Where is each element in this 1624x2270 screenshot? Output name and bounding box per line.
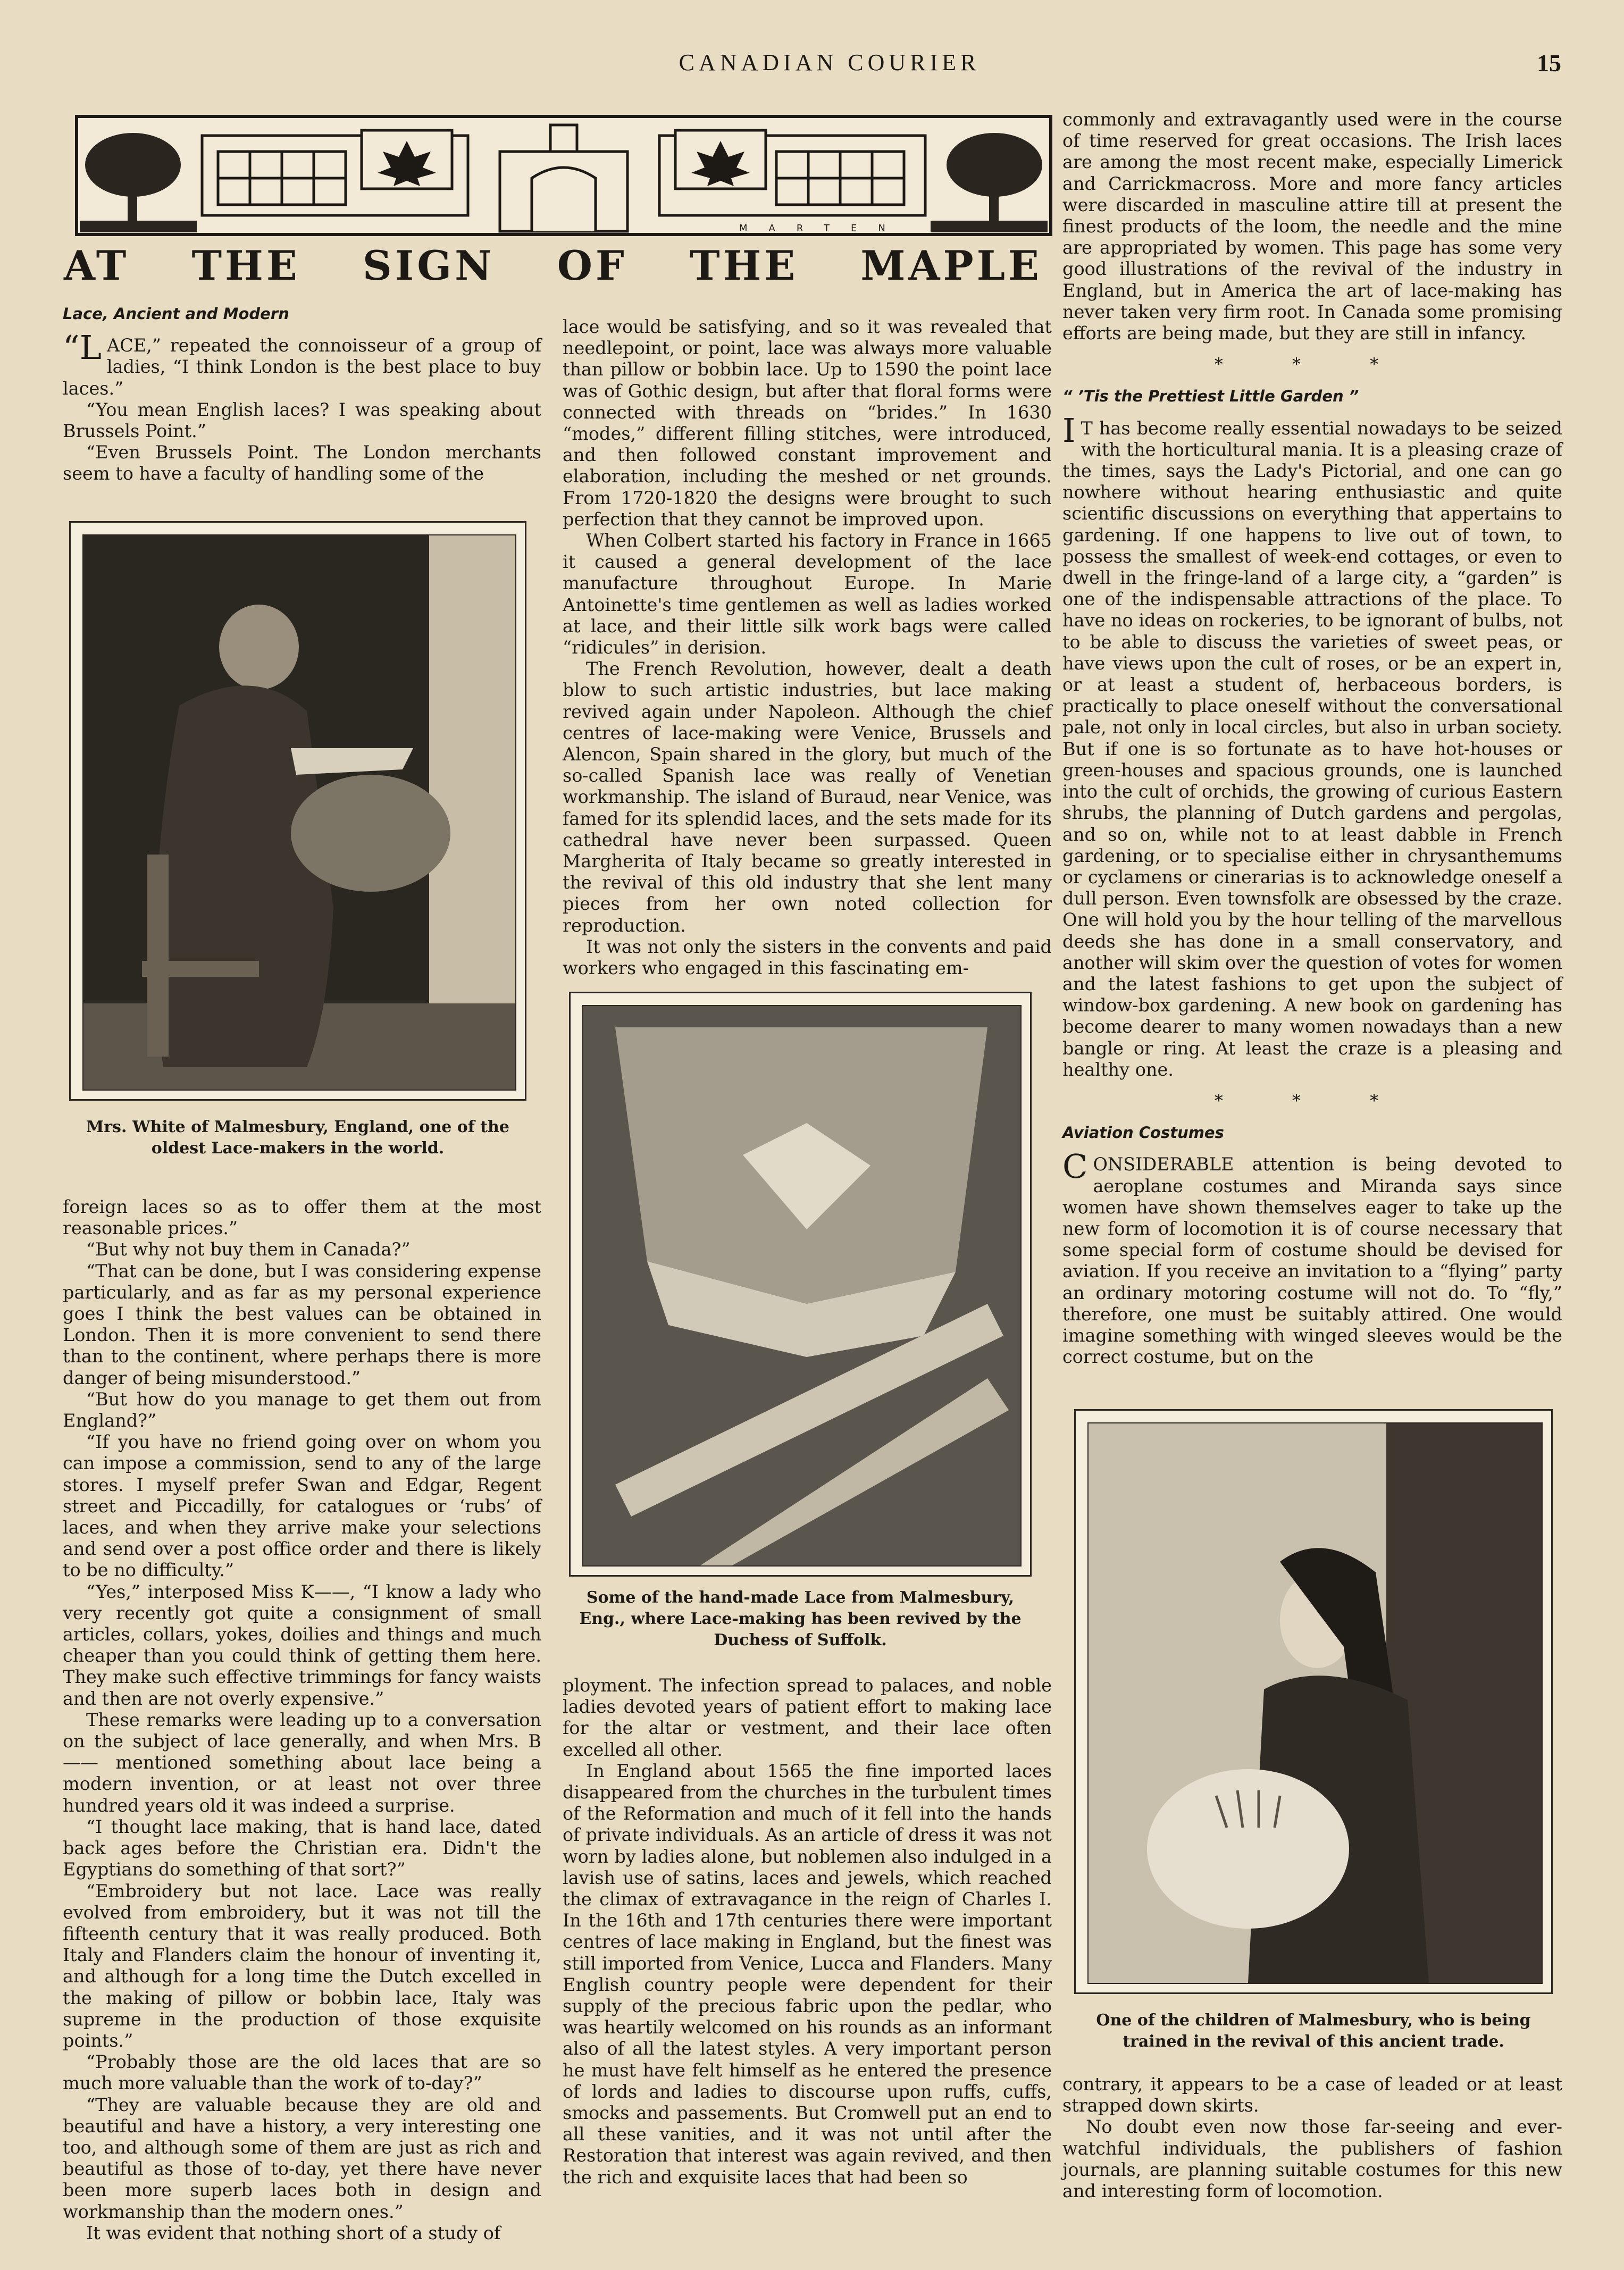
lace-maker-photo-image	[83, 535, 515, 1090]
paragraph-text: These remarks were leading up to a conversation on the subject of lace generally, and when Mrs. B—— mentioned something about lace being a modern invention, or at least not over three hundred years old it was indeed a surprise.	[63, 1709, 541, 1816]
paragraph-text: ACE,” repeated the connoisseur of a group of ladies, “I think London is the best place to buy laces.”	[63, 335, 541, 399]
photo-child-lace-maker	[1074, 1409, 1553, 1994]
paragraph	[63, 1881, 541, 2052]
paragraph-text: “I thought lace making, that is hand lace, dated back ages before the Christian era. Didn't the Egyptians do something of that sort?”	[63, 1816, 541, 1880]
column-1-top	[63, 303, 541, 485]
title-word: THE	[689, 242, 799, 289]
column-2-top	[563, 316, 1052, 979]
paragraph-text: T has become really essential nowadays to be seized with the horticultural mania. It is a pleasing craze of the times, says the Lady's Pictorial, and one can go nowhere without hearing enthusiastic and quite scientific discussions on everything that appertains to gardening. If one happens to live out of town, to possess the smallest of week-end cottages, or even to dwell in the fringe-land of a large city, a “garden” is one of the indispensable attractions of the place. To have no ideas on rockeries, to be ignorant of bulbs, not to be able to discuss the varieties of sweet peas, or have views upon the cult of roses, or be an expert in, or at least a student of, herbaceous borders, is practically to place oneself without the conversational pale, not only in local circles, but also in urban society. But if one is so fortunate as to have hot-houses or green-houses and spacious grounds, one is launched into the cult of orchids, the growing of curious Eastern shrubs, the planning of Dutch gardens and pergolas, and so on, while not to at least dabble in French gardening, or to specialise either in chrysanthemums or cyclamens or cinerarias is to acknowledge oneself a dull person. Even townsfolk are obsessed by the craze. One will hold you by the hour telling of the marvellous deeds she has done in a small conservatory, and another will skim over the question of votes for women and the latest fashions to get upon the subject of window-box gardening. A new book on gardening has become dearer to many women nowadays than a new bangle or ring. At least the craze is a pleasing and healthy one.	[1062, 417, 1562, 1080]
paragraph-text: ployment. The infection spread to palaces, and noble ladies devoted years of patient effort to making lace for the altar or vestment, and their lace often excelled all other.	[563, 1675, 1052, 1760]
paragraph-text: It was not only the sisters in the convents and paid workers who engaged in this fascinating em-	[563, 936, 1052, 979]
paragraph	[63, 2095, 541, 2223]
paragraph	[563, 1675, 1052, 1761]
banner-illustration	[74, 114, 1053, 237]
paragraph-text: When Colbert started his factory in France in 1665 it caused a general development of the lace manufacture throughout Europe. In Marie Antoinette's time gentlemen as well as ladies worked at lace, and their little silk work bags were called “ridicules” in derision.	[563, 530, 1052, 658]
paragraph	[1062, 1147, 1562, 1368]
section-title	[64, 242, 1042, 295]
paragraph-text: In England about 1565 the fine imported laces disappeared from the churches in the turbulent times of the Reformation and much of it fell into the hands of private individuals. As an article of dress it was not worn by ladies alone, but noblemen also indulged in a lavish use of satins, laces and jewels, which reached the climax of extravagance in the reign of Charles I. In the 16th and 17th centuries there were important centres of lace making in England, but the finest was still imported from Venice, Lucca and Flanders. Many English country people were dependent for their supply of the precious fabric upon the pedlar, who was heartily welcomed on his rounds as an informant also of all the latest styles. A very important person he must have felt himself as he entered the presence of lords and ladies to discourse upon ruffs, cuffs, smocks and passements. But Cromwell put an end to all these vanities, and it was not until after the Restoration that interest was again revived, and then the rich and exquisite laces that had been so	[563, 1760, 1052, 2188]
photo1-caption: Mrs. White of Malmesbury, England, one of the oldest Lace-makers in the world.	[86, 1118, 509, 1158]
paragraph-text: “But why not buy them in Canada?”	[86, 1239, 411, 1260]
paragraph-text: “Embroidery but not lace. Lace was really evolved from embroidery, but it was not till the fifteenth century that it was really produced. Both Italy and Flanders claim the honour of inventing it, and although for a long time the Dutch excelled in the making of pillow or bobbin lace, Italy was supreme in the production of those exquisite points.”	[63, 1880, 541, 2051]
drop-cap: C	[1062, 1147, 1088, 1186]
article-body	[563, 1675, 1052, 2188]
section-separator: * * *	[1214, 1090, 1411, 1111]
paragraph	[63, 1581, 541, 1710]
photo-lace-maker	[69, 521, 526, 1101]
paragraph	[63, 1196, 541, 1239]
paragraph-text: “But how do you manage to get them out from England?”	[63, 1388, 541, 1431]
article-body	[1062, 2074, 1562, 2202]
paragraph	[1062, 411, 1562, 1080]
child-lace-maker-photo-image	[1089, 1423, 1542, 1983]
decorative-banner	[74, 114, 1053, 237]
paragraph	[63, 1710, 541, 1816]
paragraph	[1062, 2074, 1562, 2116]
column-1-bottom	[63, 1196, 541, 2244]
article-heading-lace: Lace, Ancient and Modern	[63, 305, 289, 323]
article-body	[1062, 109, 1562, 344]
paragraph	[63, 1389, 541, 1431]
paragraph	[563, 530, 1052, 658]
paragraph-text: No doubt even now those far-seeing and ever-watchful individuals, the publishers of fashion journals, are planning suitable costumes for this new and interesting form of locomotion.	[1062, 2116, 1562, 2202]
column-2-bottom	[563, 1675, 1052, 2188]
paragraph-text: ONSIDERABLE attention is being devoted to aeroplane costumes and Miranda says since women have shown themselves eager to take up the new form of locomotion it is of course necessary that some special form of costume should be devised for aviation. If you receive an invitation to a “flying” party an ordinary motoring costume will not do. To “fly,” therefore, one must be suitably attired. One would imagine something with winged sleeves would be the correct costume, but on the	[1062, 1154, 1562, 1368]
paragraph	[1062, 109, 1562, 344]
title-word: THE	[191, 242, 300, 289]
page-header	[0, 49, 1624, 86]
paragraph	[63, 2223, 541, 2244]
article-heading-aviation: Aviation Costumes	[1062, 1124, 1224, 1142]
photo-lace-sample	[569, 992, 1032, 1577]
paragraph-text: lace would be satisfying, and so it was revealed that needlepoint, or point, lace was always more valuable than pillow or bobbin lace. Up to 1590 the point lace was of Gothic design, but after that floral forms were connected with threads on “brides.” In 1630 “modes,” different filling stitches, were introduced, and then followed constant improvement and elaboration, including the meshed or net grounds. From 1720-1820 the designs were brought to such perfection that they cannot be improved upon.	[563, 316, 1052, 530]
paragraph	[63, 1261, 541, 1389]
paragraph-text: foreign laces so as to offer them at the most reasonable prices.”	[63, 1196, 541, 1239]
paragraph	[1062, 2116, 1562, 2202]
article-body	[563, 316, 1052, 979]
drop-cap: I	[1062, 411, 1076, 450]
paragraph	[563, 316, 1052, 530]
title-word: MAPLE	[860, 242, 1042, 289]
paragraph	[63, 399, 541, 442]
title-word: OF	[557, 242, 627, 289]
paragraph-text: “You mean English laces? I was speaking about Brussels Point.”	[63, 399, 541, 442]
paragraph-text: “Yes,” interposed Miss K——, “I know a lady who very recently got quite a consignment of small articles, collars, yokes, doilies and things and much cheaper than you could think of getting them here. They make such effective trimmings for fancy waists and then are not overly expensive.”	[63, 1581, 541, 1709]
paragraph	[563, 658, 1052, 936]
article-body	[63, 328, 541, 484]
title-word: AT	[64, 242, 130, 289]
paragraph	[63, 1239, 541, 1260]
lace-sample-photo-image	[583, 1006, 1020, 1565]
photo3-caption: One of the children of Malmesbury, who is being trained in the revival of this ancient trade.	[1096, 2011, 1531, 2051]
paragraph-text: It was evident that nothing short of a study of	[86, 2222, 501, 2243]
article-body	[1062, 1147, 1562, 1368]
paragraph-text: “If you have no friend going over on whom you can impose a commission, send to any of the large stores. I myself prefer Swan and Edgar, Regent street and Piccadilly, for catalogues or ‘rubs’ of laces, and when they arrive make your selections and send over a post office order and there is likely to be no difficulty.”	[63, 1431, 541, 1581]
section-separator: * * *	[1214, 354, 1411, 375]
paragraph-text: commonly and extravagantly used were in the course of time reserved for great occasions. The Irish laces are among the most recent make, especially Limerick and Carrickmacross. More and more fancy articles were discarded in masculine attire till at present the finest products of the loom, the needle and the mine are appropriated by women. This page has some very good illustrations of the revival of the industry in England, but in America the art of lace-making has never taken very firm root. In Canada some promising efforts are being made, but they are still in infancy.	[1062, 109, 1562, 344]
article-body	[63, 1196, 541, 2244]
page-number: 15	[1537, 49, 1561, 77]
photo2-caption: Some of the hand-made Lace from Malmesbury, Eng., where Lace-making has been revived by the Duchess of Suffolk.	[579, 1588, 1022, 1649]
paragraph-text: contrary, it appears to be a case of leaded or at least strapped down skirts.	[1062, 2074, 1562, 2116]
title-word: SIGN	[362, 242, 495, 289]
drop-cap: “L	[63, 328, 102, 367]
paragraph	[563, 1761, 1052, 2188]
article-heading-garden: “ ’Tis the Prettiest Little Garden ”	[1062, 387, 1359, 406]
banner-signature: MARTEN	[739, 223, 907, 234]
paragraph-text: The French Revolution, however, dealt a death blow to such artistic industries, but lace making revived again under Napoleon. Although the chief centres of lace-making were Venice, Brussels and Alencon, Spain shared in the glory, but much of the so-called Spanish lace was really of Venetian workmanship. The island of Buraud, near Venice, was famed for its splendid laces, and the sets made for its cathedral have never been surpassed. Queen Margherita of Italy became so greatly interested in the revival of this old industry that she lent many pieces from her own noted collection for reproduction.	[563, 658, 1052, 936]
column-3-top	[1062, 109, 1562, 1368]
publication-title: CANADIAN COURIER	[679, 49, 981, 76]
paragraph-text: “Even Brussels Point. The London merchants seem to have a faculty of handling some of the	[63, 442, 541, 484]
paragraph	[63, 2051, 541, 2094]
article-body	[1062, 411, 1562, 1080]
paragraph	[63, 442, 541, 484]
paragraph	[63, 1816, 541, 1881]
column-3-bottom	[1062, 2074, 1562, 2202]
paragraph-text: “That can be done, but I was considering expense particularly, and as far as my personal experience goes I think the best values can be obtained in London. Then it is more convenient to send there than to the continent, where perhaps there is more danger of being misunderstood.”	[63, 1260, 541, 1388]
paragraph-text: “Probably those are the old laces that are so much more valuable than the work of to-day?”	[63, 2051, 541, 2094]
paragraph	[563, 936, 1052, 979]
paragraph	[63, 1431, 541, 1581]
paragraph-text: “They are valuable because they are old and beautiful and have a history, a very interesting one too, and although some of them are just as rich and beautiful as those of to-day, yet there have never been more superb laces both in design and workmanship than the modern ones.”	[63, 2094, 541, 2222]
paragraph	[63, 328, 541, 399]
